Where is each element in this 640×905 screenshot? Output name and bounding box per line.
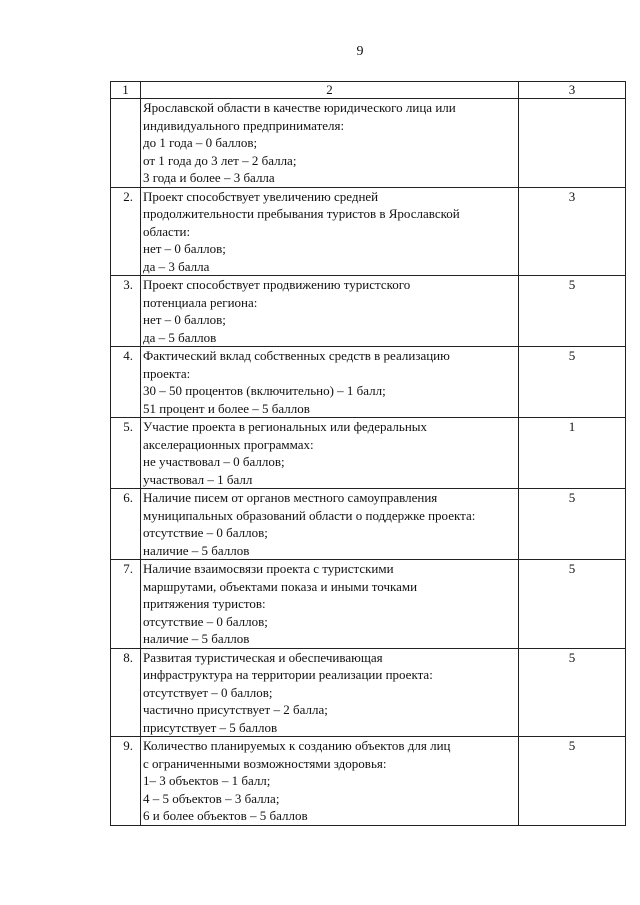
criterion-line: нет – 0 баллов; bbox=[143, 312, 226, 327]
criterion-number: 8. bbox=[111, 648, 141, 737]
criterion-line: 1– 3 объектов – 1 балл; bbox=[143, 773, 271, 788]
header-col-1: 1 bbox=[111, 82, 141, 99]
criterion-line: наличие – 5 баллов bbox=[143, 631, 250, 646]
criterion-line: области: bbox=[143, 223, 191, 239]
criterion-line: 30 – 50 процентов (включительно) – 1 балл; bbox=[143, 383, 386, 398]
criterion-description bbox=[141, 187, 519, 276]
table-row bbox=[111, 737, 626, 826]
table-row bbox=[111, 187, 626, 276]
table-row bbox=[111, 99, 626, 188]
criterion-line: 3 года и более – 3 балла bbox=[143, 170, 275, 185]
criterion-line: наличие – 5 баллов bbox=[143, 542, 250, 558]
criterion-number: 3. bbox=[111, 276, 141, 347]
criterion-line: Количество планируемых к созданию объектов для лиц bbox=[143, 738, 451, 753]
header-col-2: 2 bbox=[141, 82, 519, 99]
criterion-number: 6. bbox=[111, 489, 141, 560]
criterion-description bbox=[141, 347, 519, 418]
criterion-number: 9. bbox=[111, 737, 141, 826]
criterion-line: Развитая туристическая и обеспечивающая bbox=[143, 649, 383, 665]
table-row bbox=[111, 276, 626, 347]
criterion-score: 5 bbox=[519, 276, 626, 347]
criterion-line: участвовал – 1 балл bbox=[143, 471, 253, 487]
table-row bbox=[111, 560, 626, 649]
criterion-line: Проект способствует увеличению средней bbox=[143, 188, 379, 204]
criterion-description bbox=[141, 276, 519, 347]
criterion-line: маршрутами, объектами показа и иными точками bbox=[143, 578, 418, 594]
criterion-line: Участие проекта в региональных или федеральных bbox=[143, 419, 428, 434]
criterion-score: 1 bbox=[519, 418, 626, 489]
criterion-line: Наличие взаимосвязи проекта с туристскими bbox=[143, 561, 394, 576]
criterion-line: отсутствует – 0 баллов; bbox=[143, 684, 273, 700]
criterion-score: 5 bbox=[519, 489, 626, 560]
table-row bbox=[111, 347, 626, 418]
criterion-line: продолжительности пребывания туристов в Ярославской bbox=[143, 206, 460, 221]
criterion-line: Фактический вклад собственных средств в реализацию bbox=[143, 348, 450, 363]
criterion-line: отсутствие – 0 баллов; bbox=[143, 525, 268, 540]
criterion-number: 4. bbox=[111, 347, 141, 418]
criterion-line: акселерационных программах: bbox=[143, 436, 314, 452]
criterion-number bbox=[111, 99, 141, 188]
criterion-line: индивидуального предпринимателя: bbox=[143, 117, 345, 133]
criterion-score: 5 bbox=[519, 347, 626, 418]
criterion-line: отсутствие – 0 баллов; bbox=[143, 613, 268, 629]
criterion-score: 5 bbox=[519, 560, 626, 649]
criterion-line: да – 3 балла bbox=[143, 258, 210, 274]
criterion-description bbox=[141, 489, 519, 560]
table-header-row bbox=[111, 82, 626, 99]
criterion-description bbox=[141, 737, 519, 826]
criterion-line: проекта: bbox=[143, 365, 191, 381]
criterion-line: муниципальных образований области о поддержке проекта: bbox=[143, 507, 476, 523]
table-row bbox=[111, 418, 626, 489]
criterion-score: 5 bbox=[519, 737, 626, 826]
criterion-line: от 1 года до 3 лет – 2 балла; bbox=[143, 152, 297, 168]
criterion-line: 6 и более объектов – 5 баллов bbox=[143, 808, 308, 823]
criterion-score bbox=[519, 99, 626, 188]
header-col-3: 3 bbox=[519, 82, 626, 99]
page-number: 9 bbox=[356, 44, 364, 59]
criterion-description bbox=[141, 418, 519, 489]
criterion-line: 51 процент и более – 5 баллов bbox=[143, 400, 310, 416]
criterion-number: 7. bbox=[111, 560, 141, 649]
criterion-number: 5. bbox=[111, 418, 141, 489]
criterion-score: 3 bbox=[519, 187, 626, 276]
criterion-line: 4 – 5 объектов – 3 балла; bbox=[143, 790, 280, 806]
criterion-line: Проект способствует продвижению туристского bbox=[143, 277, 411, 292]
criterion-line: частично присутствует – 2 балла; bbox=[143, 702, 328, 717]
table-row bbox=[111, 489, 626, 560]
criterion-line: потенциала региона: bbox=[143, 294, 258, 310]
criterion-score: 5 bbox=[519, 648, 626, 737]
criterion-line: с ограниченными возможностями здоровья: bbox=[143, 755, 387, 771]
criterion-line: Ярославской области в качестве юридического лица или bbox=[143, 100, 456, 115]
criterion-line: не участвовал – 0 баллов; bbox=[143, 454, 285, 469]
criterion-description bbox=[141, 648, 519, 737]
criterion-number: 2. bbox=[111, 187, 141, 276]
criterion-line: нет – 0 баллов; bbox=[143, 241, 226, 256]
criterion-line: притяжения туристов: bbox=[143, 596, 266, 611]
criterion-line: до 1 года – 0 баллов; bbox=[143, 135, 258, 150]
criterion-line: Наличие писем от органов местного самоуправления bbox=[143, 490, 438, 505]
criterion-line: да – 5 баллов bbox=[143, 329, 217, 345]
criteria-table bbox=[110, 81, 626, 826]
criterion-line: присутствует – 5 баллов bbox=[143, 719, 278, 735]
criterion-description bbox=[141, 560, 519, 649]
criterion-line: инфраструктура на территории реализации проекта: bbox=[143, 667, 433, 682]
criterion-description bbox=[141, 99, 519, 188]
table-row bbox=[111, 648, 626, 737]
